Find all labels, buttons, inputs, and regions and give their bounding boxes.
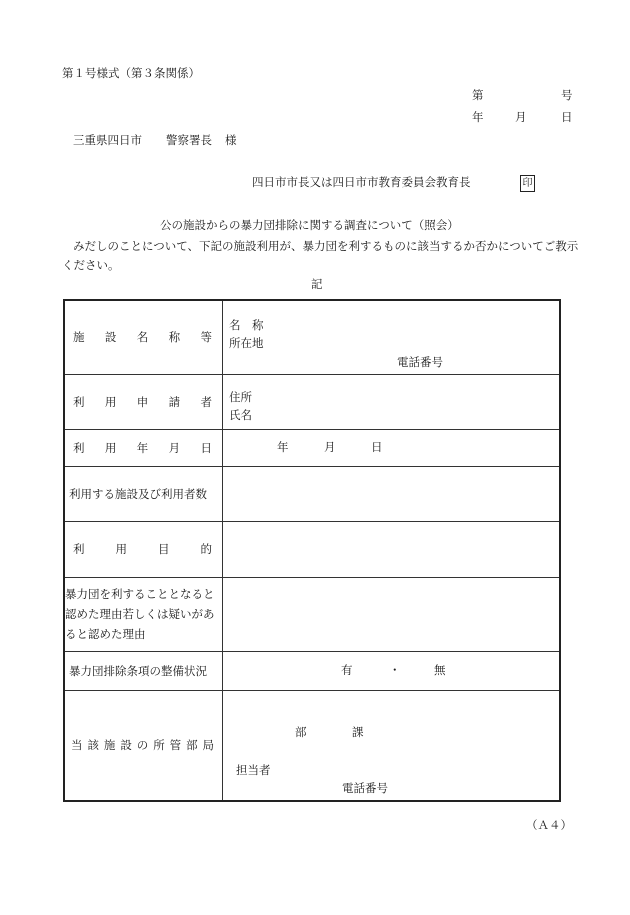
- field-use-date[interactable]: [223, 429, 561, 466]
- option-yes[interactable]: 有: [341, 662, 353, 677]
- use-date-month: 月: [324, 439, 336, 454]
- row-department: [64, 690, 560, 801]
- date-day: 日: [561, 110, 573, 124]
- label-use-date: 利 用 年 月 日: [64, 429, 223, 466]
- date-year: 年: [472, 110, 484, 124]
- field-purpose[interactable]: [223, 521, 561, 577]
- applicant-name-label: 氏名: [229, 407, 252, 422]
- applicant-address-label: 住所: [229, 389, 252, 404]
- label-reason: 暴力団を利することとなると認めた理由若しくは疑いがあると認めた理由: [64, 577, 223, 651]
- use-date-day: 日: [371, 439, 383, 454]
- row-facility: [64, 300, 560, 374]
- seal-box: 印: [520, 175, 535, 192]
- label-facility-users: 利用する施設及び利用者数: [64, 466, 223, 521]
- field-facility-users[interactable]: [223, 466, 561, 521]
- field-department[interactable]: [223, 690, 561, 801]
- addressee-honorific: 様: [225, 133, 237, 147]
- inquiry-table: [63, 299, 561, 802]
- row-exclusion-clause: [64, 651, 560, 690]
- addressee-city: 三重県四日市: [73, 133, 142, 147]
- facility-location-label: 所在地: [229, 336, 264, 350]
- option-separator: ・: [389, 662, 401, 677]
- paper-size-note: （Ａ４）: [526, 818, 572, 832]
- body-paragraph: みだしのことについて、下記の施設利用が、暴力団を利するものに該当するか否かについてご教示ください。: [62, 239, 579, 272]
- row-applicant: [64, 374, 560, 429]
- label-exclusion-clause: 暴力団排除条項の整備状況: [64, 651, 223, 690]
- department-person-label: 担当者: [236, 762, 271, 777]
- label-purpose: 利 用 目 的: [64, 521, 223, 577]
- row-purpose: [64, 521, 560, 577]
- use-date-year: 年: [277, 439, 289, 454]
- department-bu: 部: [295, 724, 307, 739]
- row-reason: [64, 577, 560, 651]
- department-phone-label: 電話番号: [342, 780, 388, 795]
- field-facility[interactable]: [223, 300, 561, 374]
- field-reason[interactable]: [223, 577, 561, 651]
- facility-name-label: 名 称: [229, 318, 264, 332]
- doc-number-prefix: 第: [472, 88, 484, 102]
- field-exclusion-clause[interactable]: [223, 651, 561, 690]
- facility-phone-label: 電話番号: [397, 355, 443, 369]
- department-ka: 課: [352, 724, 364, 739]
- row-use-date: [64, 429, 560, 466]
- ki-heading: 記: [311, 277, 323, 291]
- option-no[interactable]: 無: [434, 662, 446, 677]
- label-department: 当 該 施 設 の 所 管 部 局: [64, 690, 223, 801]
- label-applicant: 利 用 申 請 者: [64, 374, 223, 429]
- addressee-title: 警察署長: [166, 133, 212, 147]
- row-facility-users: [64, 466, 560, 521]
- subject-title: 公の施設からの暴力団排除に関する調査について（照会）: [160, 218, 459, 232]
- date-month: 月: [515, 110, 527, 124]
- field-applicant[interactable]: [223, 374, 561, 429]
- form-number: 第１号様式（第３条関係）: [62, 66, 200, 80]
- label-facility-name: 施 設 名 称 等: [64, 300, 223, 374]
- sender-name: 四日市市長又は四日市市教育委員会教育長: [252, 175, 471, 189]
- doc-number-suffix: 号: [561, 88, 573, 102]
